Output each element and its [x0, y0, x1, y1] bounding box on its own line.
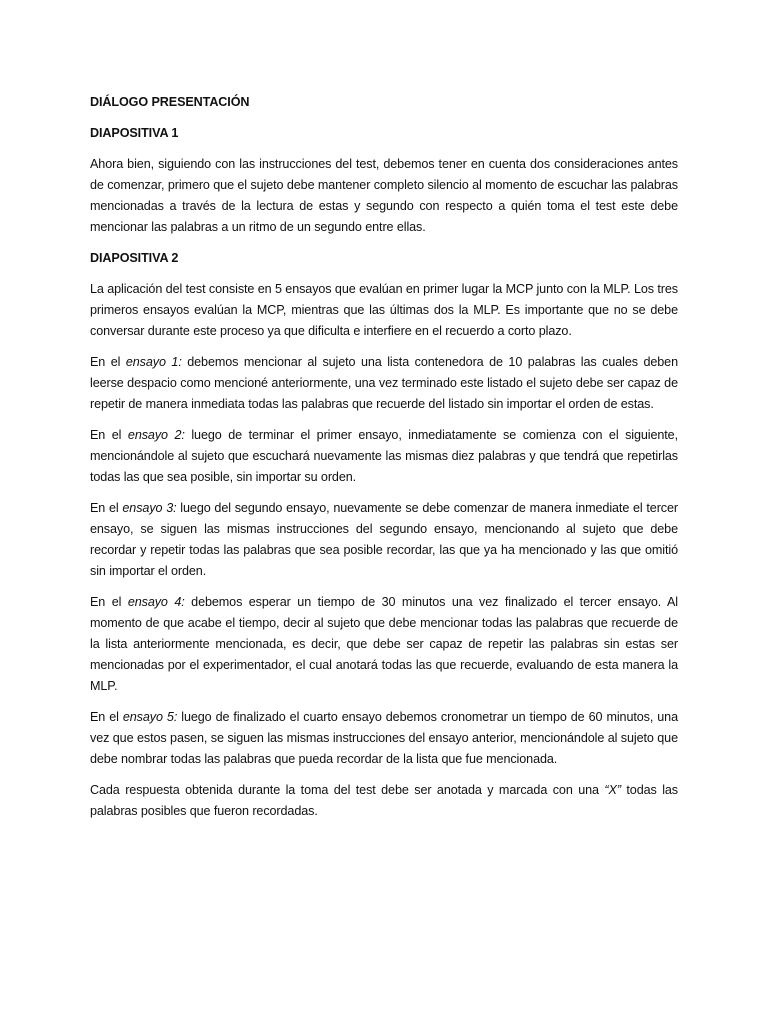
- trial-3-text: luego del segundo ensayo, nuevamente se debe comenzar de manera inmediate el tercer ensayo, se siguen las mismas instrucciones del segundo ensayo, mencionando al sujeto que debe recordar y repetir todas las palabras que sea posible recordar, las que ya ha mencionado y las que omitió sin importar el orden.: [90, 501, 679, 578]
- closing-x-mark: “X”: [604, 783, 621, 797]
- trial-3-label: ensayo 3:: [122, 501, 177, 515]
- closing-paragraph: [90, 780, 678, 822]
- trial-4-prefix: En el: [90, 595, 128, 609]
- trial-4-text: debemos esperar un tiempo de 30 minutos una vez finalizado el tercer ensayo. Al momento de que acabe el tiempo, decir al sujeto que debe mencionar todas las palabras que recuerde de la lista anteriormente mencionada, es decir, que debe ser capaz de repetir las palabras sin estas ser mencionadas por el experimentador, el cual anotará todas las que recuerde, evaluando de esta manera la MLP.: [90, 595, 679, 693]
- slide-1-paragraph: Ahora bien, siguiendo con las instrucciones del test, debemos tener en cuenta dos consideraciones antes de comenzar, primero que el sujeto debe mantener completo silencio al momento de escuchar las palabras mencionadas a través de la lectura de estas y segundo con respecto a quién toma el test este debe mencionar las palabras a un ritmo de un segundo entre ellas.: [90, 157, 678, 234]
- trial-1-paragraph: [90, 352, 678, 415]
- closing-text-before: Cada respuesta obtenida durante la toma del test debe ser anotada y marcada con una: [90, 783, 605, 797]
- trial-1-label: ensayo 1:: [125, 355, 182, 369]
- trial-2-label: ensayo 2:: [127, 428, 185, 442]
- trial-5-prefix: En el: [90, 710, 123, 724]
- trial-5-label: ensayo 5:: [122, 710, 178, 724]
- document-page: [90, 92, 678, 832]
- slide-1-heading: DIAPOSITIVA 1: [90, 126, 179, 140]
- closing-text-after: todas las palabras posibles que fueron recordadas.: [90, 783, 679, 818]
- trial-4-paragraph: [90, 592, 678, 697]
- document-title: DIÁLOGO PRESENTACIÓN: [90, 95, 250, 109]
- trial-4-label: ensayo 4:: [127, 595, 185, 609]
- trial-1-prefix: En el: [90, 355, 126, 369]
- trial-2-prefix: En el: [90, 428, 128, 442]
- trial-1-text: debemos mencionar al sujeto una lista contenedora de 10 palabras las cuales deben leerse despacio como mencioné anteriormente, una vez terminado este listado el sujeto debe ser capaz de repetir de manera inmediata todas las palabras que recuerde del listado sin importar el orden de estas.: [90, 355, 678, 411]
- trial-3-prefix: En el: [90, 501, 123, 515]
- trial-2-text: luego de terminar el primer ensayo, inmediatamente se comienza con el siguiente, mencionándole al sujeto que escuchará nuevamente las mismas diez palabras y que tendrá que repetirlas todas las que sea posible, sin importar su orden.: [90, 428, 678, 484]
- trial-2-paragraph: [90, 425, 678, 488]
- trial-3-paragraph: [90, 498, 678, 582]
- trial-5-text: luego de finalizado el cuarto ensayo debemos cronometrar un tiempo de 60 minutos, una vez que estos pasen, se siguen las mismas instrucciones del ensayo anterior, mencionándole al sujeto que debe nombrar todas las palabras que pueda recordar de la lista que fue mencionada.: [90, 710, 678, 766]
- trial-5-paragraph: [90, 707, 678, 770]
- slide-2-intro-paragraph: La aplicación del test consiste en 5 ensayos que evalúan en primer lugar la MCP junto con la MLP. Los tres primeros ensayos evalúan la MCP, mientras que las últimas dos la MLP. Es importante que no se debe conversar durante este proceso ya que dificulta e interfiere en el recuerdo a corto plazo.: [90, 282, 678, 338]
- slide-2-heading: DIAPOSITIVA 2: [90, 251, 179, 265]
